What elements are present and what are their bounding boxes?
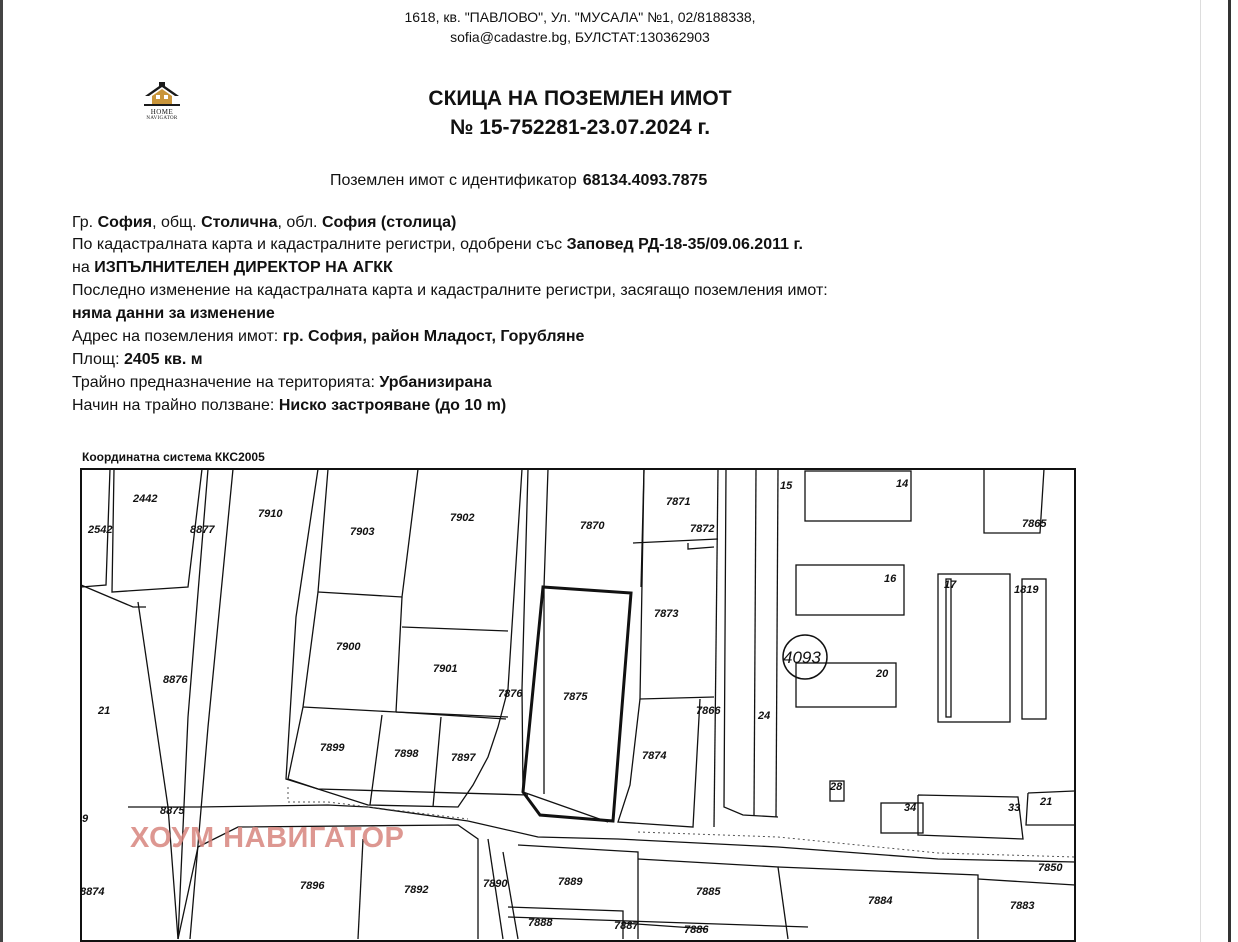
approval-line	[72, 236, 803, 254]
parcel-label: 8875	[160, 805, 185, 817]
block-label: 4093	[783, 648, 821, 667]
parcel-label: 7896	[300, 880, 325, 892]
municipality: Столична	[201, 214, 278, 231]
parcel-label: 7874	[642, 750, 667, 762]
parcel-label: 2442	[133, 493, 158, 505]
text: , общ.	[152, 214, 202, 231]
parcel-label: 7889	[558, 876, 583, 888]
parcel-label: 7888	[528, 917, 553, 929]
scan-edge-right	[1228, 0, 1231, 942]
parcel-label: 7866	[696, 705, 721, 717]
address: гр. София, район Младост, Горубляне	[282, 328, 585, 345]
document-title: СКИЦА НА ПОЗЕМЛЕН ИМОТ	[428, 87, 732, 110]
parcel-label: 7883	[1010, 900, 1035, 912]
parcel-label: 7873	[654, 608, 679, 620]
text: , обл.	[277, 214, 322, 231]
parcel-label: 2542	[88, 524, 113, 536]
change-status: няма данни за изменение	[72, 305, 275, 322]
parcel-label: 21	[98, 705, 111, 717]
building-label: 17	[944, 579, 957, 591]
scan-edge-left	[0, 0, 3, 942]
parcel-label: 8876	[163, 674, 188, 686]
parcel-label: 7850	[1038, 862, 1063, 874]
coordinate-system-label: Координатна система ККС2005	[82, 450, 265, 464]
logo-text-navigator: NAVIGATOR	[146, 116, 178, 121]
document-number: № 15-752281-23.07.2024 г.	[449, 116, 711, 139]
parcel-label: 7902	[450, 512, 475, 524]
parcel-label: 7910	[258, 508, 283, 520]
building-label: 24	[758, 710, 771, 722]
parcel-label: 7876	[498, 688, 523, 700]
building-label: 7865	[1022, 518, 1047, 530]
text: Последно изменение на кадастралната карта и кадастралните регистри, засягащо поземления имот:	[72, 282, 828, 299]
parcel-label: 7886	[684, 924, 709, 936]
parcel-label: 7884	[868, 895, 893, 907]
parcel-label: 7870	[580, 520, 605, 532]
territory-purpose-line	[72, 374, 492, 392]
last-change-label	[72, 282, 828, 300]
text: Адрес на поземления имот:	[72, 328, 283, 345]
parcel-label: 8877	[190, 524, 215, 536]
issuer: ИЗПЪЛНИТЕЛЕН ДИРЕКТОР НА АГКК	[94, 259, 393, 276]
parcel-label: 7872	[690, 523, 715, 535]
building-label: 34	[904, 802, 917, 814]
address-line	[72, 328, 584, 346]
text: Начин на трайно ползване:	[72, 397, 279, 414]
house-logo-icon	[142, 80, 182, 108]
parcel-label: 7897	[451, 752, 476, 764]
building-label: 28	[830, 781, 843, 793]
issuer-line	[72, 259, 393, 277]
area: 2405 кв. м	[123, 351, 203, 368]
scan-edge-shadow	[1200, 0, 1201, 942]
building-label: 33	[1008, 802, 1021, 814]
parcel-label: 7887	[614, 920, 639, 932]
area-line	[72, 351, 203, 369]
parcel-label: 7898	[394, 748, 419, 760]
parcel-labels	[80, 478, 1063, 936]
building-label: 14	[896, 478, 909, 490]
logo-text-home: HOME	[150, 108, 174, 116]
text: По кадастралната карта и кадастралните регистри, одобрени със	[72, 236, 567, 253]
identifier-value: 68134.4093.7875	[582, 172, 708, 189]
parcel-label: 7899	[320, 742, 345, 754]
territory-purpose: Урбанизирана	[379, 374, 492, 391]
text: Площ:	[72, 351, 124, 368]
parcel-label: 7892	[404, 884, 429, 896]
parcel-label: 8874	[80, 886, 105, 898]
identifier-label: Поземлен имот с идентификатор	[330, 172, 577, 189]
text: Трайно предназначение на територията:	[72, 374, 380, 391]
building-label: 20	[876, 668, 889, 680]
last-change-value	[72, 305, 275, 323]
usage-line	[72, 397, 506, 415]
city: София	[97, 214, 153, 231]
parcel-label: 7885	[696, 886, 721, 898]
region: София (столица)	[321, 214, 457, 231]
parcel-label: 7875	[563, 691, 588, 703]
building-label: 1819	[1014, 584, 1039, 596]
agency-address: 1618, кв. "ПАВЛОВО", Ул. "МУСАЛА" №1, 02/8188338,	[404, 9, 756, 25]
map-dashed-boundaries	[288, 787, 1075, 857]
map-linework	[81, 469, 1075, 941]
parcel-label: 9	[82, 813, 89, 825]
order-number: Заповед РД-18-35/09.06.2011 г.	[566, 236, 803, 253]
home-navigator-logo	[138, 80, 186, 130]
watermark: ХОУМ НАВИГАТОР	[130, 822, 405, 854]
building-label: 15	[780, 480, 793, 492]
parcel-label: 7890	[483, 878, 508, 890]
identifier-line	[330, 172, 707, 190]
cadastral-map	[78, 467, 1078, 942]
text: на	[72, 259, 95, 276]
text: Гр.	[72, 214, 98, 231]
agency-contact: sofia@cadastre.bg, БУЛСТАТ:130362903	[450, 29, 710, 45]
location-line	[72, 214, 456, 232]
parcel-label: 7903	[350, 526, 375, 538]
block-4093-marker	[783, 635, 827, 679]
building-label: 21	[1040, 796, 1053, 808]
building-label: 16	[884, 573, 897, 585]
usage: Ниско застрояване (до 10 m)	[278, 397, 507, 414]
parcel-label: 7901	[433, 663, 458, 675]
parcel-label: 7871	[666, 496, 691, 508]
parcel-label: 7900	[336, 641, 361, 653]
